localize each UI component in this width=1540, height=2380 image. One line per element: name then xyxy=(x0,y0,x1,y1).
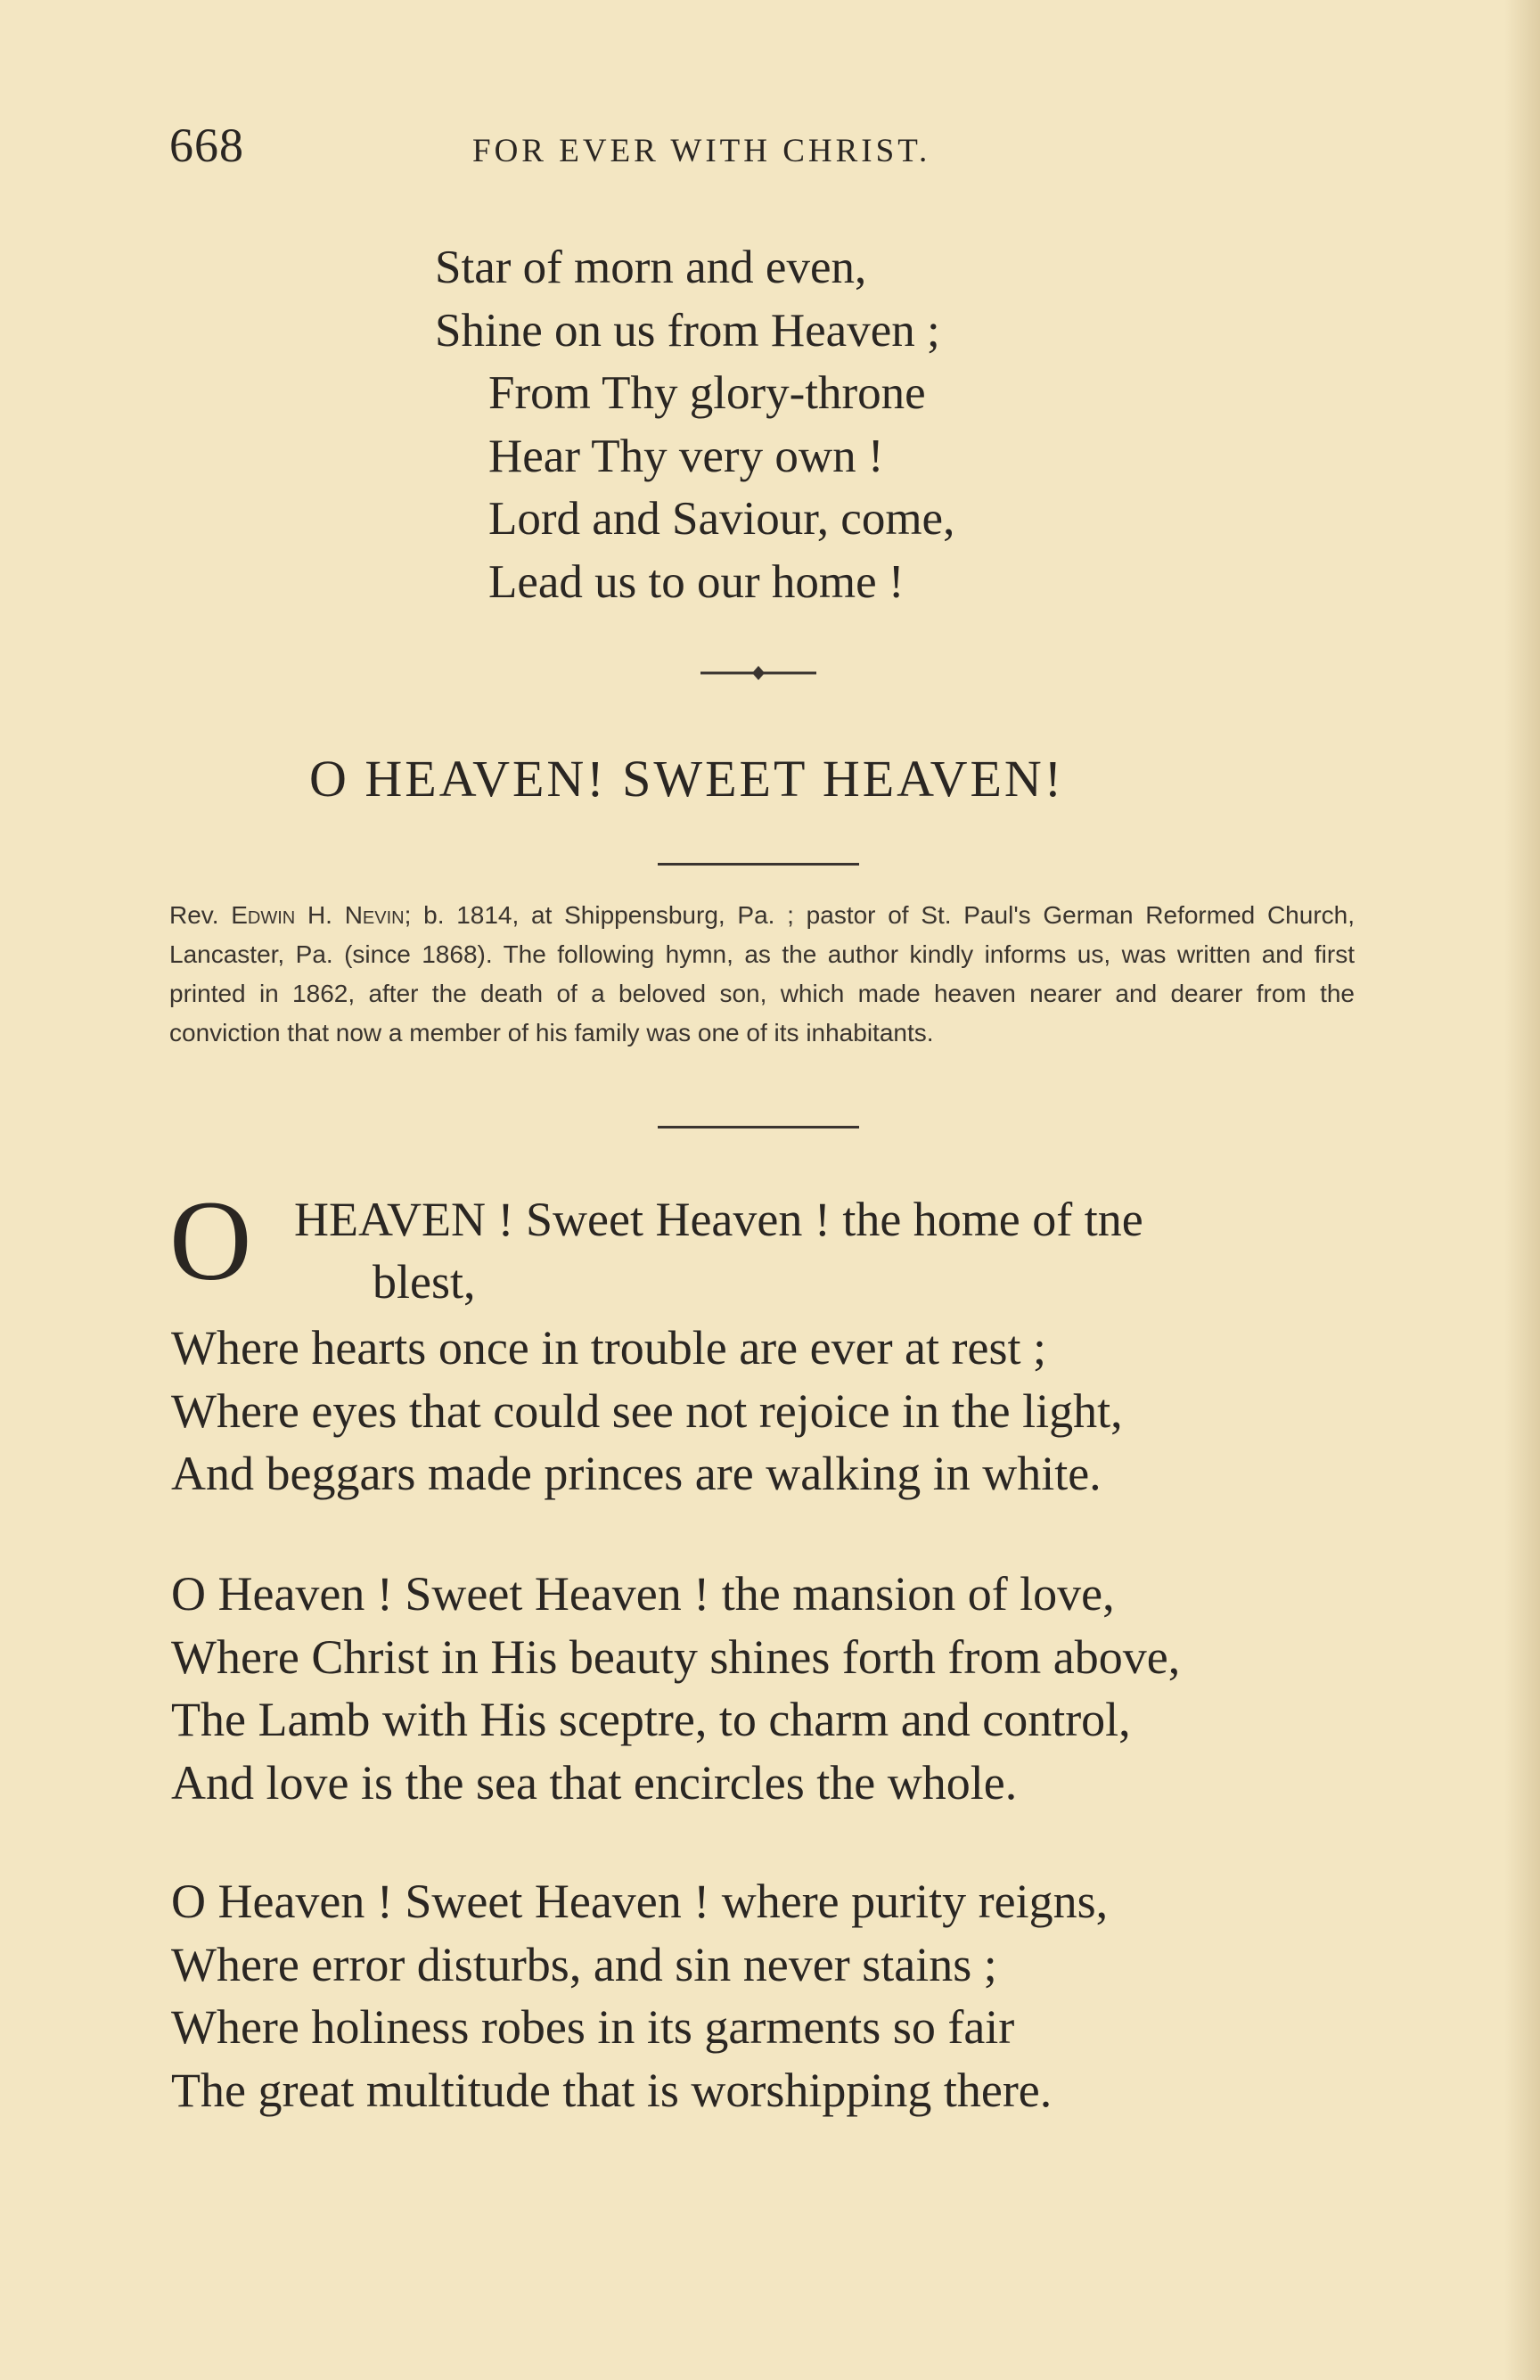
stanza-line: Lord and Saviour, come, xyxy=(488,493,955,545)
page-edge xyxy=(1504,0,1540,2380)
previous-stanza xyxy=(435,236,954,613)
title-rule xyxy=(658,863,859,866)
hymn-line: O Heaven ! Sweet Heaven ! the mansion of love, xyxy=(171,1567,1115,1621)
attribution-text: ; b. 1814, at Shippensburg, Pa. ; pastor of St. Paul's German Reformed Church, Lancaster, Pa. (since 1868). The following hymn, as the author kindly informs us, was written and first printed in 1862, after the death of a beloved son, which made heaven nearer and dearer from the conviction that now a member of his family was one of its inhabitants. xyxy=(169,901,1355,1046)
attribution-rule xyxy=(658,1126,859,1128)
hymn-stanza-1 xyxy=(171,1317,1123,1506)
stanza-line: From Thy glory-throne xyxy=(488,367,926,419)
attribution-note xyxy=(169,896,1355,1053)
drop-cap: O xyxy=(169,1178,252,1304)
page-number: 668 xyxy=(169,119,244,172)
author-name: Edwin H. Nevin xyxy=(231,901,405,929)
hymn-line: Where Christ in His beauty shines forth from above, xyxy=(171,1629,1181,1684)
hymn-first-line: HEAVEN ! Sweet Heaven ! the home of tne xyxy=(294,1193,1143,1246)
stanza-line: Hear Thy very own ! xyxy=(488,430,884,482)
stanza-line: Star of morn and even, xyxy=(435,242,867,293)
hymn-line: And beggars made princes are walking in white. xyxy=(171,1447,1102,1500)
hymn-line: And love is the sea that encircles the whole. xyxy=(171,1755,1018,1810)
hymn-line: Where hearts once in trouble are ever at rest ; xyxy=(171,1321,1046,1375)
stanza-line: Lead us to our home ! xyxy=(488,555,905,608)
stanza-line: Shine on us from Heaven ; xyxy=(435,304,940,357)
hymn-line: The great multitude that is worshipping there. xyxy=(171,2063,1053,2117)
hymn-first-line-continued: blest, xyxy=(373,1255,476,1309)
hymn-line: Where holiness robes in its garments so fair xyxy=(171,2000,1015,2054)
hymn-line: The Lamb with His sceptre, to charm and control, xyxy=(171,1693,1131,1746)
hymn-line: Where error disturbs, and sin never stains ; xyxy=(171,1937,997,1991)
hymn-title: O HEAVEN! SWEET HEAVEN! xyxy=(309,750,1065,808)
hymn-line: Where eyes that could see not rejoice in the light, xyxy=(171,1383,1123,1438)
hymn-stanza-2 xyxy=(171,1563,1180,1814)
section-ornament xyxy=(700,664,816,682)
attribution-prefix: Rev. xyxy=(169,901,219,929)
hymn-line: O Heaven ! Sweet Heaven ! where purity reigns, xyxy=(171,1875,1109,1928)
hymn-stanza-3 xyxy=(171,1870,1108,2121)
running-title: FOR EVER WITH CHRIST. xyxy=(472,133,931,169)
